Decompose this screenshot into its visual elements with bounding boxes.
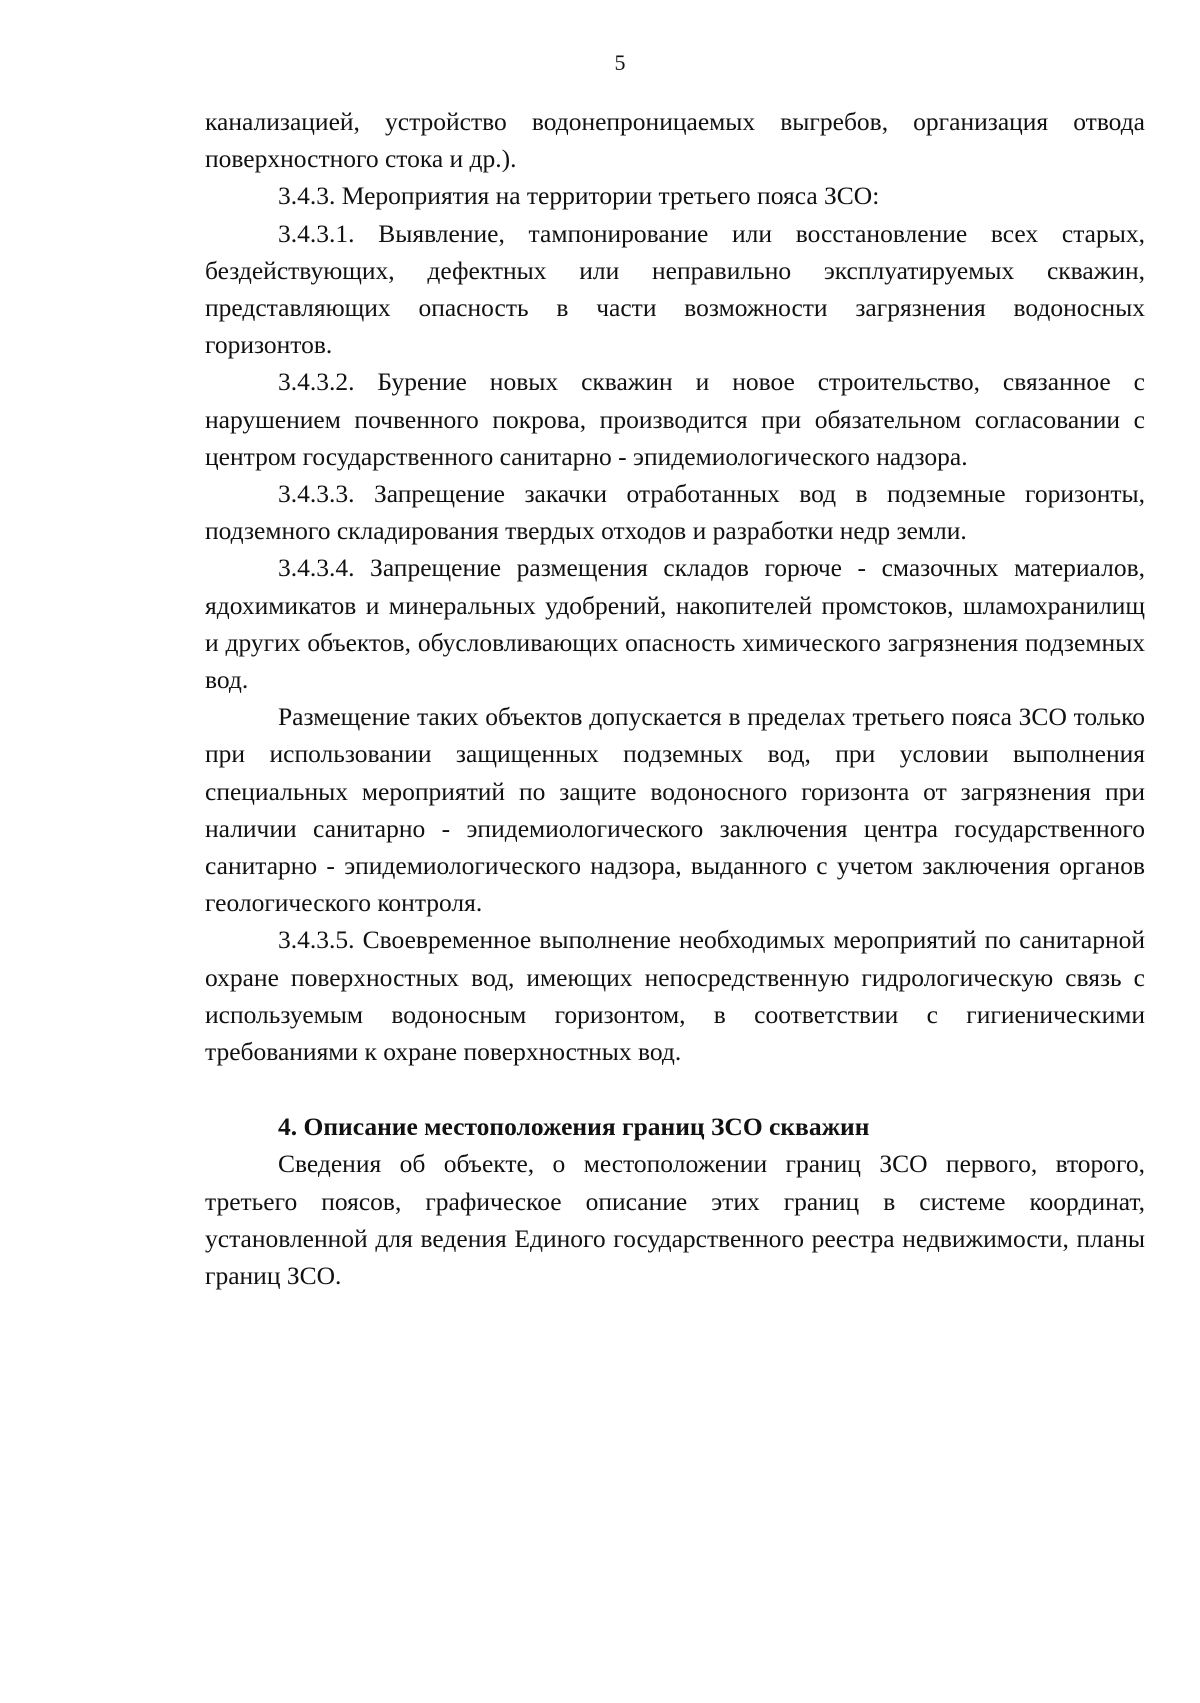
paragraph-3-4-3: 3.4.3. Мероприятия на территории третьего пояса ЗСО: [278,181,880,211]
page-number: 5 [614,50,626,75]
section-4-paragraph: Сведения об объекте, о местоположении границ ЗСО первого, второго, третьего поясов, графическое описание этих границ в системе координат, установленной для ведения Единого государственного реестра недвижимости, планы границ ЗСО. [205,1149,1145,1291]
paragraph-placement: Размещение таких объектов допускается в пределах третьего пояса ЗСО только при использовании защищенных подземных вод, при условии выполнения специальных мероприятий по защите водоносного горизонта от загрязнения при наличии санитарно - эпидемиологического заключения центра государственного санитарно - эпидемиологического надзора, выданного с учетом заключения органов геологического контроля. [205,702,1145,918]
document-body [205,103,1145,1294]
paragraph-3-4-3-1: 3.4.3.1. Выявление, тампонирование или восстановление всех старых, бездействующих, дефектных или неправильно эксплуатируемых скважин, представляющих опасность в части возможности загрязнения водоносных горизонтов. [205,218,1145,360]
paragraph-3-4-3-5: 3.4.3.5. Своевременное выполнение необходимых мероприятий по санитарной охране поверхностных вод, имеющих непосредственную гидрологическую связь с используемым водоносным горизонтом, в соответствии с гигиеническими требованиями к охране поверхностных вод. [205,925,1145,1067]
section-4-heading: 4. Описание местоположения границ ЗСО скважин [278,1112,870,1142]
paragraph-3-4-3-3: 3.4.3.3. Запрещение закачки отработанных вод в подземные горизонты, подземного складирования твердых отходов и разработки недр земли. [205,479,1145,546]
paragraph-3-4-3-4: 3.4.3.4. Запрещение размещения складов горюче - смазочных материалов, ядохимикатов и минеральных удобрений, накопителей промстоков, шламохранилищ и других объектов, обусловливающих опасность химического загрязнения подземных вод. [205,553,1145,695]
paragraph-3-4-3-2: 3.4.3.2. Бурение новых скважин и новое строительство, связанное с нарушением почвенного покрова, производится при обязательном согласовании с центром государственного санитарно - эпидемиологического надзора. [205,367,1145,471]
paragraph-continuation: канализацией, устройство водонепроницаемых выгребов, организация отвода поверхностного стока и др.). [205,107,1145,174]
